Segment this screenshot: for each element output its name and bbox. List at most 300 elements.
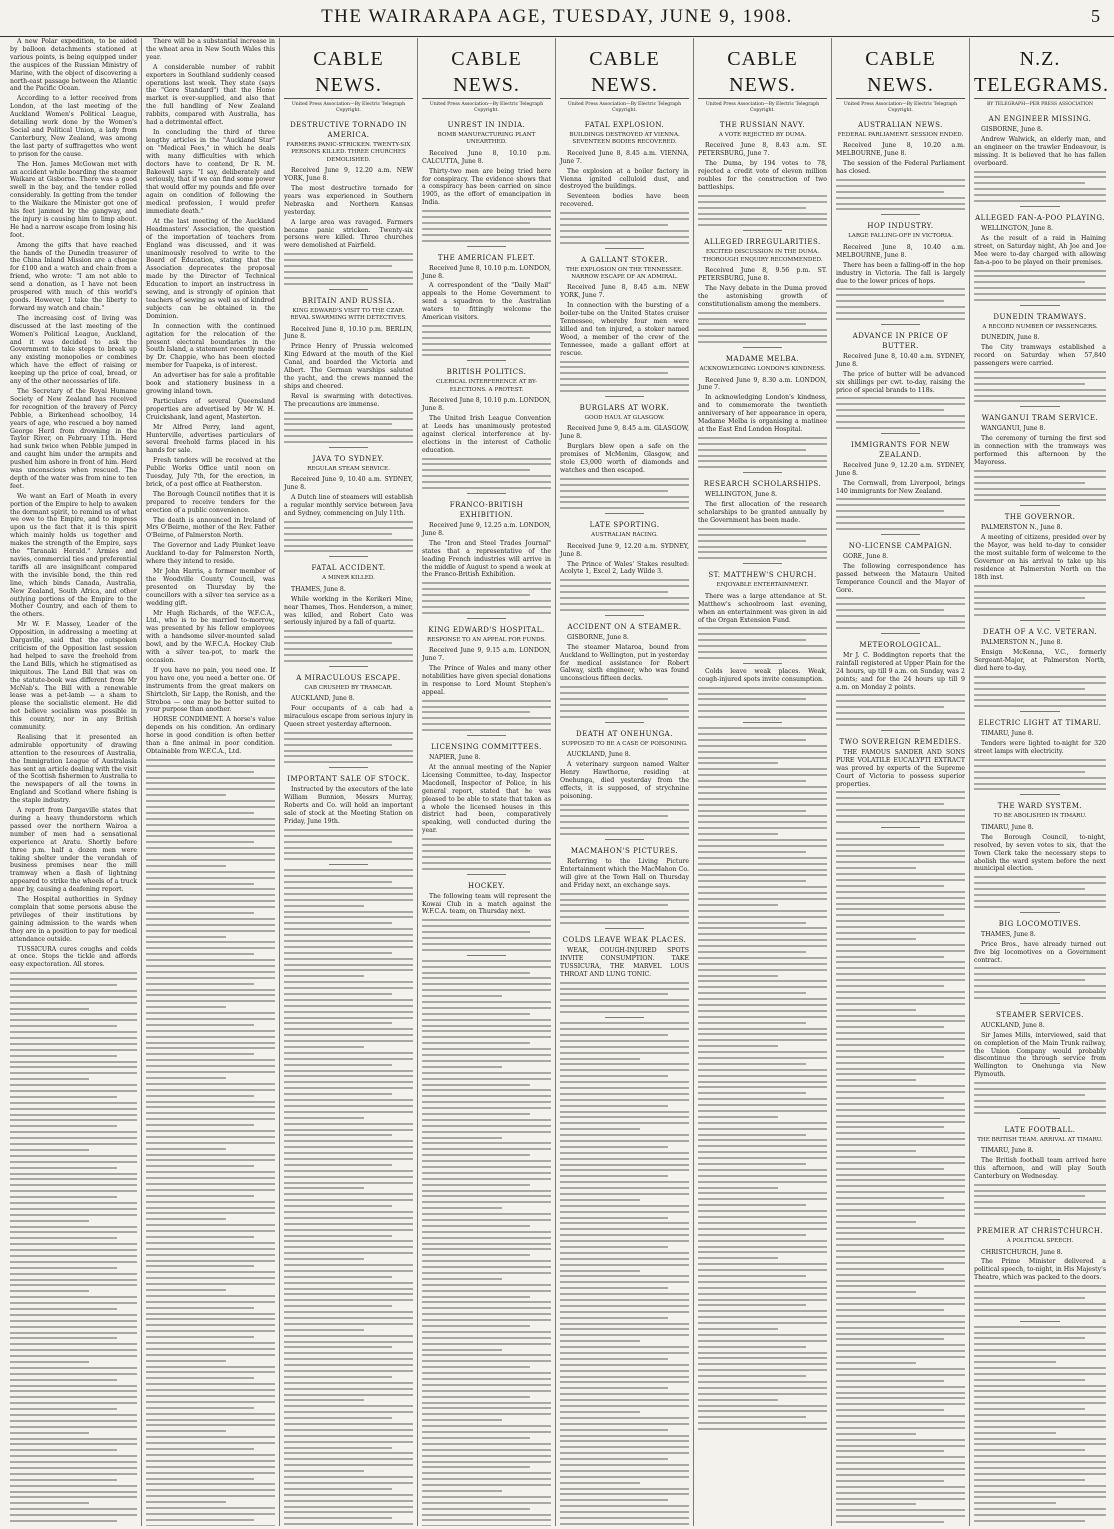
article-paragraph: Received June 8, 8.43 a.m. ST. PETERSBURG, June 7. [698,142,827,158]
article-heading: MADAME MELBA. [725,355,800,364]
article-paragraph: A large area was ravaged. Farmers became panic stricken. Twenty-six persons were killed. Three churches were demolished at Fairfield. [284,218,413,250]
article-divider [467,955,506,956]
article-divider [1020,794,1060,795]
article-paragraph: Received June 9, 12.20 a.m. SYDNEY, June 8. [836,461,965,477]
article-paragraph: Colds leave weak places. Weak, cough-injured spots invite consumption. [698,667,827,683]
article-paragraph: A Dutch line of steamers will establish a regular monthly service between Java and Sydney, commencing on July 11th. [284,494,413,518]
text-lines [560,212,689,243]
column-credit: United Press Association—By Electric Telegraph Copyright. [705,102,820,113]
article-paragraph: Thirty-two men are being tried here for conspiracy. The evidence shows that a conspiracy has been carried on since 1905, as the effort of emancipation in India. [422,167,551,207]
article-subheading: EXCITED DISCUSSION IN THE DUMA. THOROUGH ENQUIRY RECOMMENDED. [702,249,823,263]
article-paragraph: THAMES, June 8. [291,585,346,593]
article-divider [467,360,506,361]
article-subheading: BUILDINGS DESTROYED AT VIENNA. SEVENTEEN BODIES RECOVERED. [569,132,680,146]
article-paragraph: Burglars blew open a safe on the premises of McMenim, Glasgow, and stole £3,000 worth of diamonds and watches and then escaped. [560,443,689,474]
text-lines [284,630,413,661]
article-paragraph: A considerable number of rabbit exporters in Southland suddenly ceased operations last week. They state (says the "Gore Standard") that the Home market is over-supplied, and also that the full handling of New Zealand rabbits, compared with Australia, has had a detrimental effect. [146,63,275,127]
article-paragraph: WELLINGTON, June 8. [705,491,778,499]
column-2 [142,38,280,1526]
article-paragraph: AUCKLAND, June 8. [567,751,631,759]
article-divider [743,472,782,473]
text-lines [284,732,413,763]
text-lines [698,437,827,468]
article-heading: NO-LICENSE CAMPAIGN. [848,541,953,550]
article-paragraph: The Borough Council notifies that it is prepared to receive tenders for the erection of a public convenience. [146,490,275,514]
article-paragraph: There has been a falling-off in the hop industry in Victoria. The fall is largely due to the lower prices of hops. [836,261,965,285]
article-paragraph: The increasing cost of living was discussed at the last meeting of the Women's Political League, Auckland, and it was decided to ask the Government to take steps to break up any existing monopolies or combines which have the effect of raising or keeping up the price of coal, bread, or any of the other necessaries of life. [10,314,137,386]
article-subheading: A RECORD NUMBER OF PASSENGERS. [982,323,1098,330]
article-divider [881,827,920,828]
article-paragraph: While working in the Kerikeri Mine, near Thames, Thos. Henderson, a miner, was killed, and Robert Cato was seriously injured by a fall of quartz. [284,595,413,627]
article-subheading: SUPPOSED TO BE A CASE OF POISONING. [561,740,688,747]
article-divider [467,246,506,247]
article-divider [329,864,368,865]
article-subheading: THE BRITISH TEAM. ARRIVAL AT TIMARU. [977,1136,1103,1143]
article-paragraph: The City tramways established a record on Saturday when 57,840 passengers were carried. [974,344,1106,368]
article-divider [605,615,644,616]
text-lines [836,179,965,210]
article-heading: ADVANCE IN PRICE OF BUTTER. [852,331,949,350]
article-divider [743,230,782,231]
article-heading: ELECTRIC LIGHT AT TIMARU. [978,719,1102,728]
article-paragraph: HORSE CONDIMENT. A horse's value depends on his condition. An ordinary horse in good condition is often better than a fine animal in poor condition. Obtainable from W.F.C.A., Ltd. [146,716,275,755]
article-paragraph: GISBORNE, June 8. [981,126,1043,133]
article-paragraph: Received June 8, 10.20 a.m. MELBOURNE, June 8. [836,142,965,158]
article-heading: DEATH AT ONEHUNGA. [576,729,673,738]
text-lines [422,325,551,356]
text-lines [560,361,689,392]
article-heading: METEOROLOGICAL. [859,640,942,649]
article-divider [605,1017,644,1018]
article-paragraph: The Prince of Wales and many other notabilities have given special donations in response to Lord Mount Stephen's appeal. [422,665,551,696]
article-paragraph: AUCKLAND, June 8. [291,695,355,703]
text-lines [836,832,965,1526]
article-subheading: FEDERAL PARLIAMENT. SESSION ENDED. [837,132,964,138]
text-lines [836,498,965,529]
article-divider [1020,305,1060,306]
article-paragraph: The Prince of Wales' Stakes resulted: Acolyte 1, Excel 2, Lady Wilde 3. [560,560,689,576]
article-subheading: REGULAR STEAM SERVICE. [307,466,390,473]
article-paragraph: The most destructive tornado for years was experienced in Southern Nebraska and Northern Kansas yesterday. [284,185,413,216]
article-heading: ACCIDENT ON A STEAMER. [567,622,682,631]
article-paragraph: A meeting of citizens, presided over by the Mayor, was held to-day to consider the most suitable form of welcome to the Governor on his arrival to take up his residence at Palmerston North on the 18th inst. [974,534,1106,581]
article-paragraph: Received June 8, 10.10 p.m. BERLIN, June 8. [284,325,413,341]
column-8 [970,38,1110,1526]
article-paragraph: In connection with the bursting of a boiler-tube on the United States cruiser Tennessee, whereby four men were killed and ten injured, a stoker named Wood, a member of the crew of the Tennessee, made a gallant effort at rescue. [560,302,689,357]
article-heading: BIG LOCOMOTIVES. [998,919,1082,928]
article-divider [881,534,920,535]
article-divider [743,347,782,348]
text-lines [974,270,1106,301]
article-divider [467,618,506,619]
article-paragraph: Received June 8, 8.45 a.m. NEW YORK, June 7. [560,284,689,300]
article-paragraph: TIMARU, June 8. [981,1147,1034,1155]
column-6 [694,38,832,1526]
text-lines [698,627,827,658]
article-paragraph: WELLINGTON, June 8. [981,224,1054,232]
text-lines [698,195,827,226]
article-paragraph: The United Irish League Convention at Leeds has unanimously protested against clerical interference at by-elections in the interest of Catholic education. [422,415,551,454]
article-paragraph: The Secretary of the Royal Humane Society of New Zealand has received for recognition of the bravery of Percy Pebble, a Birkenhead schoolboy, 14 years of age, who rescued a boy named George Herd from drowning in the Taylor River, on February 11th. Herd had sunk twice when Pebble jumped in and caught him under the armpits and pushed him ashore in front of him. Herd was unconscious when rescued. The depth of the water was from nine to ten feet. [10,387,137,490]
article-paragraph: Received June 8, 10.40 a.m. SYDNEY, June 8. [836,352,965,368]
article-paragraph: The explosion at a boiler factory in Vienna ignited celluloid dust, and destroyed the buildings. [560,167,689,191]
article-divider [1020,1219,1060,1220]
article-paragraph: A report from Dargaville states that during a heavy thunderstorm which passed over the northern Wairoa a number of men had a sensational experience at Aratu. Shortly before three p.m. half a dozen men were taking shelter under the verandah of business premises near the mill tramway when a flash of lightning appeared to strike the wheels of a truck near by, causing a deafening report. [10,807,137,894]
article-heading: TWO SOVEREIGN REMEDIES. [839,737,962,746]
article-paragraph: Mr J. C. Boddington reports that the rainfall registered at Upper Plain for the 24 hours, up till 9 a.m. on Sunday, was 2 points; and for the 24 hours up till 9 a.m. on Monday 2 points. [836,651,965,691]
article-paragraph: Fresh tenders will be received at the Public Works Office until noon on Tuesday, July 7th, for the erection, in brick, of a post office at Featherston. [146,457,275,488]
article-paragraph: The Governor and Lady Plunket leave Auckland to-day for Palmerston North, where they intend to reside. [146,542,275,566]
article-heading: JAVA TO SYDNEY. [312,455,385,464]
article-paragraph: Mr John Harris, a former member of the Woodville County Council, was presented on Thursday by the councillors with a silver tea service as a wedding gift. [146,568,275,607]
article-divider [329,556,368,557]
article-paragraph: Received June 8, 10.10 p.m. LONDON, June 8. [422,397,551,413]
article-paragraph: The Prime Minister delivered a political speech, to-night, in His Majesty's Theatre, which was packed to the doors. [974,1258,1106,1282]
text-lines [146,759,275,1526]
text-lines [974,171,1106,202]
article-paragraph: AUCKLAND, June 8. [981,1021,1045,1029]
article-paragraph: In concluding the third of three lengthy articles in the "Auckland Star" on "Medical Fees," in which he deals with many difficulties with which doctors have to contend, Dr R. M. Bakewell says: "I say, deliberately and seriously, that if we can find some power that would offer my pounds and fife over again on condition of following the medical profession, I would prefer immediate death." [146,128,275,216]
column-header: CABLE NEWS. [284,46,413,99]
article-heading: THE WARD SYSTEM. [997,802,1083,811]
article-divider [467,874,506,875]
text-lines [836,694,965,725]
article-paragraph: The following team will represent the Kowai Club in a match against the W.F.C.A. team, on Thursday next. [422,892,551,916]
article-paragraph: A new Polar expedition, to be aided by balloon detachments stationed at various points, is being equipped under the auspices of the Russian Ministry of Marine, with the object of discovering a north-east passage between the Atlantic and the Pacific Ocean. [10,38,137,93]
text-lines [422,960,551,1526]
article-paragraph: Reval is swarming with detectives. The precautions are immense. [284,392,413,408]
article-paragraph: The price of butter will be advanced six shillings per cwt. to-day, raising the price of special brands to 118s. [836,370,965,394]
article-paragraph: Mr W. F. Massey, Leader of the Opposition, in addressing a meeting at Dargaville, said that the outspoken criticism of the Opposition last session had helped to save the freehold from the Land Bills, which he stigmatised as iniquitous. The Land Bill that was on the statute-book was different from Mr McNab's. The Bill with a renewable lease was a pet-lamb — a sham to please the socialistic element. He did not believe socialism was possible in this country, nor in any British community. [10,621,137,732]
text-lines [422,210,551,241]
article-paragraph: TUSSICURA cures coughs and colds at once. Stops the tickle and affords easy expectoration. All stores. [10,945,137,969]
article-subheading: A POLITICAL SPEECH. [1006,1238,1074,1245]
article-heading: IMMIGRANTS FOR NEW ZEALAND. [850,440,951,459]
article-divider [743,663,782,664]
column-1 [6,38,142,1526]
article-paragraph: The Hospital authorities in Sydney complain that some persons abuse the privileges of their institutions by gaining admission to the wards when they are in a position to pay for medical attendance outside. [10,896,137,943]
article-paragraph: There was a large attendance at St. Matthew's schoolroom last evening, when an entertainment was given in aid of the Organ Extension Fund. [698,592,827,624]
text-lines [974,1326,1106,1526]
text-lines [974,967,1106,998]
article-paragraph: Received June 8, 8.45 a.m. VIENNA, June 7. [560,149,689,165]
article-divider [1020,912,1060,913]
article-subheading: CAB CRUSHED BY TRAMCAR. [304,684,393,691]
article-paragraph: Received June 9, 10.40 a.m. SYDNEY, June 8. [284,476,413,492]
article-heading: COLDS LEAVE WEAK PLACES. [562,936,687,945]
article-divider [881,730,920,731]
article-divider [605,928,644,929]
article-paragraph: The first allocation of the research scholarships to be granted annually by the Government has been made. [698,501,827,525]
article-heading: FRANCO-BRITISH EXHIBITION. [449,501,524,520]
article-divider [605,248,644,249]
article-divider [329,289,368,290]
article-heading: FATAL EXPLOSION. [584,121,665,129]
article-divider [329,666,368,667]
article-divider [1020,406,1060,407]
article-paragraph: The following correspondence has passed between the Mataura United Temperance Council and the Mayor of Gore. [836,562,965,594]
text-lines [422,582,551,613]
text-lines [560,1022,689,1526]
article-subheading: GOOD HAUL AT GLASGOW. [584,415,665,422]
article-paragraph: Received June 9, 8.30 a.m. LONDON, June 7. [698,376,827,392]
article-paragraph: The session of the Federal Parliament has closed. [836,160,965,176]
article-heading: BRITISH POLITICS. [446,368,527,377]
article-heading: HOP INDUSTRY. [867,222,934,231]
article-subheading: TO BE ABOLISHED IN TIMARU. [993,813,1087,820]
article-paragraph: GISBORNE, June 8. [567,633,629,641]
article-paragraph: The steamer Mataroa, bound from Auckland to Wellington, put in yesterday for medical assistance for Robert Galway, sixth engineer, who was found unconscious fifteen decks. [560,643,689,683]
article-heading: STEAMER SERVICES. [996,1010,1084,1019]
article-paragraph: Received June 9, 12.20 a.m. NEW YORK, June 8. [284,167,413,183]
article-divider [1020,206,1060,207]
article-heading: LATE SPORTING. [589,521,660,530]
column-header: CABLE NEWS. [836,46,965,99]
article-paragraph: A veterinary surgeon named Walter Henry Hawthorne, residing at Onehunga, died yesterday from the effects, it is supposed, of strychnine poisoning. [560,761,689,800]
article-divider [881,633,920,634]
article-subheading: RESPONSE TO AN APPEAL FOR FUNDS. [427,636,546,643]
article-divider [743,563,782,564]
article-paragraph: TIMARU, June 8. [981,730,1034,738]
text-lines [422,838,551,869]
text-lines [422,458,551,489]
article-paragraph: The Borough Council, to-night, resolved, by seven votes to six, that the Town Clerk take the necessary steps to abolish the ward system before the next municipal election. [974,833,1106,873]
article-paragraph: Mr Alfred Perry, land agent, Hunterville, advertises particulars of several freehold farms placed in his hands for sale. [146,423,275,455]
article-paragraph: GORE, June 8. [843,552,889,560]
text-lines [974,1184,1106,1215]
column-header: N.Z. TELEGRAMS. [974,46,1106,99]
article-divider [743,722,782,723]
article-subheading: ENJOYABLE ENTERTAINMENT. [716,582,809,589]
article-divider [605,722,644,723]
article-divider [1020,505,1060,506]
article-subheading: KING EDWARD'S VISIT TO THE CZAR. REVAL SWARMING WITH DETECTIVES. [290,307,407,322]
column-credit: United Press Association—By Electric Telegraph Copyright. [291,102,406,113]
text-lines [698,528,827,559]
text-lines [974,1082,1106,1113]
article-paragraph: The Cornwall, from Liverpool, brings 140 immigrants for New Zealand. [836,479,965,495]
masthead [0,0,1114,37]
article-heading: FATAL ACCIDENT. [311,564,386,573]
article-subheading: CLERICAL INTERFERENCE AT BY-ELECTIONS. A PROTEST. [436,379,537,393]
article-paragraph: Received June 9, 8.45 a.m. GLASGOW, June 8. [560,425,689,441]
article-heading: PREMIER AT CHRISTCHURCH. [976,1227,1104,1236]
article-paragraph: An advertiser has for sale a profitable book and stationery business in a growing inland town. [146,372,275,395]
article-divider [1020,1321,1060,1322]
article-paragraph: Four occupants of a cab had a miraculous escape from serious injury in Queen street yesterday afternoon. [284,705,413,728]
article-divider [329,767,368,768]
article-heading: LATE FOOTBALL. [1004,1125,1076,1134]
article-paragraph: PALMERSTON N., June 8. [981,524,1063,532]
article-paragraph: Ensign McKenna, V.C., formerly Sergeant-Major, at Palmerston North, died here to-day. [974,649,1106,672]
article-paragraph: Instructed by the executors of the late William Bunnion, Messrs Murray, Roberts and Co. will hold an important sale of stock at the Meeting Station on Friday, June 19th. [284,786,413,825]
text-lines [974,371,1106,402]
article-paragraph: WEAK, COUGH-INJURED SPOTS INVITE CONSUMPTION. TAKE TUSSICURA, THE MARVEL LOUS THROAT AND LUNG TONIC. [560,947,689,978]
column-header: CABLE NEWS. [560,46,689,99]
article-heading: KING EDWARD'S HOSPITAL. [428,625,545,634]
text-lines [284,412,413,443]
article-heading: DEATH OF A V.C. VETERAN. [982,628,1098,637]
article-heading: ALLEGED IRREGULARITIES. [704,238,821,247]
article-paragraph: At the annual meeting of the Napier Licensing Committee, to-day, Inspector Macdonell, Inspector of Police, in his general report, stated that he was pleased to be able to state that taken as a whole the licensed houses in this district had been, comparatively speaking, well conducted during the year. [422,764,551,835]
text-lines [284,253,413,284]
article-paragraph: We want an Earl of Meath in every portion of the Empire to help to awaken the dormant spirit, to remind us of what we owe to the Empire, and to impress upon us the fact that it is this spirit which mainly holds us together and makes the strength of the Empire, says the "Taranaki Herald." Armies and navies, commercial ties and preferential tariffs all are insignificant compared with the invisible bond, the thin red line, which binds Canada, Australia, New Zealand, South Africa, and other outlying portions of the Empire to the Mother Country, and each of them to the others. [10,492,137,619]
column-credit: United Press Association—By Electric Telegraph Copyright. [567,102,682,113]
article-paragraph: DUNEDIN, June 8. [981,334,1040,342]
article-paragraph: Received June 8, 10.10 p.m. CALCUTTA, June 8. [422,149,551,165]
column-3 [280,38,418,1526]
article-heading: UNREST IN INDIA. [447,121,526,129]
text-lines [560,686,689,717]
text-lines [284,829,413,860]
article-paragraph: THE FAMOUS SANDER AND SONS PURE VOLATILE EUCALYPTI EXTRACT was proved by experts of the Supreme Court of Victoria to possess superior properties. [836,748,965,788]
column-credit: BY TELEGRAPH—PER PRESS ASSOCIATION [986,102,1094,107]
text-lines [560,478,689,509]
article-heading: MACMAHON'S PICTURES. [570,847,679,855]
article-divider [605,396,644,397]
article-subheading: A VOTE REJECTED BY DUMA. [718,132,807,138]
article-heading: A GALLANT STOKER. [581,255,668,264]
article-paragraph: The Duma, by 194 votes to 78, rejected a credit vote of eleven million roubles for the construction of two battleships. [698,160,827,191]
article-heading: ALLEGED FAN-A-POO PLAYING. [975,213,1105,222]
article-divider [1020,1003,1060,1004]
article-paragraph: Realising that it presented an admirable opportunity of drawing attention to the resources of Australia, the Immigration League of Australasia has sent an article dealing with the visit of the Scottish fishermen to Australia to the newspapers of all the towns in England and Scotland where fishing is the staple industry. [10,733,137,805]
article-paragraph: Received June 9, 12.20 a.m. SYDNEY, June 8. [560,542,689,558]
article-paragraph: Andrew Walwick, an elderly man, and an engineer on the trawler Endeavour, is missing. It is believed that he has fallen overboard. [974,135,1106,167]
article-paragraph: Prince Henry of Prussia welcomed King Edward at the mouth of the Kiel Canal, and boarded the Victoria and Albert. The German warships saluted the yacht, and the crews manned the ships and cheered. [284,343,413,390]
article-paragraph: According to a letter received from London, at the last meeting of the Auckland Women's Political League, detailing work done by the Women's Social and Political Union, a lady from Canterbury, New Zealand, was among the last party of suffragettes who went to prison for the cause. [10,95,137,158]
article-divider [1020,620,1060,621]
article-subheading: ACKNOWLEDGING LONDON'S KINDNESS. [699,366,826,373]
article-paragraph: Received June 8, 9.56 p.m. ST. PETERSBURG, June 8. [698,267,827,283]
column-credit: United Press Association—By Electric Telegraph Copyright. [843,102,958,113]
article-subheading: A MINER KILLED. [322,575,375,582]
article-subheading: BOMB MANUFACTURING PLANT UNEARTHED. [437,132,536,146]
article-paragraph: Sir James Mills, interviewed, said that on completion of the Main Trunk railway, the Union Company would probably discontinue the through service from Wellington to Onehunga via New Plymouth. [974,1031,1106,1079]
columns [6,38,1110,1526]
article-divider [467,735,506,736]
article-paragraph: Price Bros., have already turned out five big locomotives on a Government contract. [974,940,1106,964]
article-paragraph: TIMARU, June 8. [981,823,1034,831]
article-paragraph: Mr Hugh Richards, of the W.F.C.A., Ltd., who is to be married to-morrow, was presented by his fellow employees with a handsome silver-mounted salad bowl, and by the W.F.C.A. Hockey Club with a silver tea-pot, to mark the occasion. [146,609,275,664]
article-heading: RESEARCH SCHOLARSHIPS. [703,480,822,489]
article-paragraph: Seventeen bodies have been recovered. [560,193,689,209]
article-divider [881,324,920,325]
text-lines [698,687,827,718]
article-heading: WANGANUI TRAM SERVICE. [981,414,1099,423]
article-paragraph: PALMERSTON N., June 8. [981,639,1063,647]
article-paragraph: The Navy debate in the Duma proved the astonishing growth of constitutionalism among the members. [698,284,827,308]
text-lines [974,876,1106,907]
text-lines [974,759,1106,790]
article-divider [605,839,644,840]
article-paragraph: In acknowledging London's kindness, and to commemorate the twentieth anniversary of her appearance in opera, Madame Melba is organising a matinee at the East End London Hospital. [698,394,827,433]
article-heading: ST. MATTHEW'S CHURCH. [708,571,817,580]
text-lines [974,470,1106,501]
article-paragraph: The "Iron and Steel Trades Journal" states that a representative of the leading French industries will arrive in the middle of August to spend a week at the Franco-British Exhibition. [422,539,551,579]
column-header: CABLE NEWS. [698,46,827,99]
article-subheading: AUSTRALIAN RACING. [591,532,658,539]
article-heading: AN ENGINEER MISSING. [988,115,1092,123]
article-heading: DUNEDIN TRAMWAYS. [993,312,1087,321]
article-divider [1020,1118,1060,1119]
text-lines [836,397,965,428]
article-paragraph: THAMES, June 8. [981,930,1036,938]
text-lines [698,312,827,343]
article-heading: LICENSING COMMITTEES. [431,743,542,752]
article-heading: DESTRUCTIVE TORNADO IN AMERICA. [290,121,407,139]
text-lines [284,521,413,552]
article-heading: THE GOVERNOR. [1004,513,1076,522]
article-heading: HOCKEY. [468,881,505,890]
article-divider [605,513,644,514]
text-lines [836,791,965,822]
article-paragraph: If you have no pain, you need one. If you have one, you need a better one. Of instruments from the great makers on Shirtcloth, Sir Lapp, the Ronish, and the Stroboa — one may be better suited to your purpose than another. [146,666,275,714]
article-paragraph: Particulars of several Queensland properties are advertised by Mr W. H. Cruickshank, land agent, Masterton. [146,397,275,421]
text-lines [560,804,689,835]
article-paragraph: Referring to the Living Picture Entertainment which the MacMahon Co. will give at the Town Hall on Thursday and Friday next, an exchange says. [560,858,689,889]
article-subheading: THE EXPLOSION ON THE TENNESSEE. NARROW ESCAPE OF AN ADMIRAL. [566,266,683,281]
article-paragraph: As the result of a raid in Haining street, on Saturday night, Ah Joe and Joe Mee were to-day charged with allowing fan-a-poo to be played on their premises. [974,234,1106,266]
article-paragraph: The British football team arrived here this afternoon, and will play South Canterbury on Wednesday. [974,1156,1106,1180]
text-lines [836,288,965,319]
article-paragraph: The ceremony of turning the first sod in connection with the tramways was performed this afternoon by the Mayoress. [974,435,1106,467]
article-paragraph: At the last meeting of the Auckland Headmasters' Association, the question of the importation of teachers from England was discussed, and it was unanimously resolved to write to the Board of Education, stating that the Association deprecates the proposal made by the Director of Technical Education to import an instructress in sewing, and is strongly of opinion that teachers of sewing as well as of kindred subjects can be obtained in the Dominion. [146,217,275,320]
article-divider [467,493,506,494]
article-heading: THE RUSSIAN NAVY. [719,121,806,129]
text-lines [974,1285,1106,1316]
article-heading: BURGLARS AT WORK. [579,404,670,413]
article-paragraph: Received June 8, 10.10 p.m. LONDON, June 8. [422,264,551,280]
page-number: 5 [1091,6,1100,26]
article-paragraph: The death is announced in Ireland of Mrs O'Beirne, mother of the Rev. Father O'Beirne, of Palmerston North. [146,516,275,540]
column-4 [418,38,556,1526]
column-header: CABLE NEWS. [422,46,551,99]
article-paragraph: Received June 8, 10.40 a.m. MELBOURNE, June 8. [836,243,965,259]
article-paragraph: In connection with the continued agitation for the relocation of the present electoral boundaries in the South Island, a statement recently made by Dr. Chappie, who has been elected member for Tuapeka, is of interest. [146,322,275,370]
article-heading: IMPORTANT SALE OF STOCK. [287,775,410,784]
article-subheading: LARGE FALLING-OFF IN VICTORIA. [848,233,953,240]
text-lines [560,579,689,610]
column-credit: United Press Association—By Electric Telegraph Copyright. [429,102,544,113]
article-paragraph: Tenders were lighted to-night for 320 street lamps with electricity. [974,740,1106,756]
article-divider [1020,711,1060,712]
article-heading: AUSTRALIAN NEWS. [858,121,943,129]
text-lines [422,919,551,950]
column-5 [556,38,694,1526]
text-lines [560,893,689,924]
column-7 [832,38,970,1526]
article-divider [881,214,920,215]
text-lines [974,585,1106,616]
article-heading: THE AMERICAN FLEET. [437,253,536,262]
text-lines [560,982,689,1013]
article-divider [881,433,920,434]
text-lines [974,676,1106,707]
text-lines [422,700,551,731]
text-lines [698,727,827,1430]
text-lines [10,972,137,1526]
article-heading: BRITAIN AND RUSSIA. [302,296,395,305]
text-lines [836,597,965,628]
article-paragraph: Received June 9, 9.15 a.m. LONDON, June 7. [422,647,551,663]
article-paragraph: The Hon. James McGowan met with an accident while boarding the steamer Waikare at Gisborne. There was a good swell in the bay, and the tender rolled considerably. In getting from the tender to the Waikare the Minister got one of his feet jammed by the gangway, and the injury is causing him to limp about. He had a narrow escape from losing his foot. [10,160,137,239]
article-divider [329,447,368,448]
article-paragraph: CHRISTCHURCH, June 8. [981,1248,1063,1256]
article-paragraph: WANGANUI, June 8. [981,425,1046,433]
article-paragraph: There will be a substantial increase in the wheat area in New South Wales this year. [146,38,275,61]
article-paragraph: Received June 9, 12.25 a.m. LONDON, June 8. [422,522,551,537]
